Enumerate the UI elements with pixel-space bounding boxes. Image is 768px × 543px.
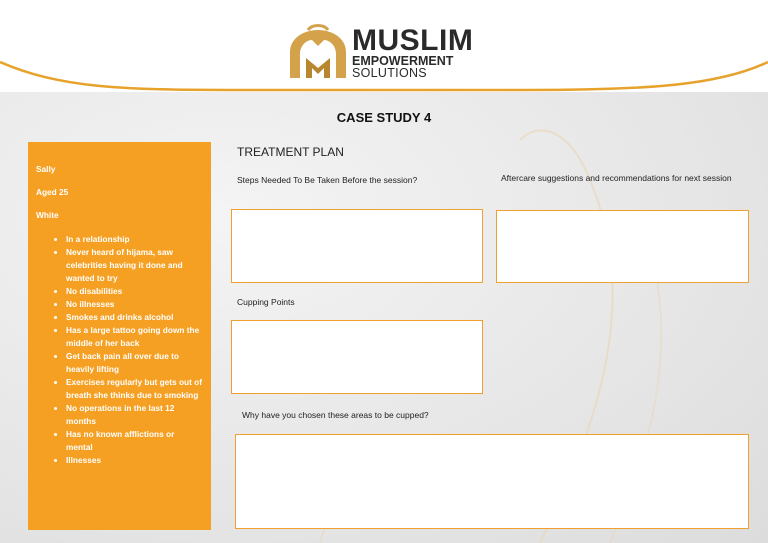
why-chosen-label: Why have you chosen these areas to be cupped?: [242, 410, 429, 420]
list-item: • Get back pain all over due to heavily lifting: [66, 350, 203, 376]
list-item: • Exercises regularly but gets out of breath she thinks due to smoking: [66, 376, 203, 402]
treatment-plan-title: TREATMENT PLAN: [237, 145, 344, 159]
list-item: • No disabilities: [66, 285, 203, 298]
why-chosen-textbox[interactable]: [235, 434, 749, 529]
client-profile-panel: [28, 142, 211, 530]
list-item: • No operations in the last 12 months: [66, 402, 203, 428]
list-item: • Smokes and drinks alcohol: [66, 311, 203, 324]
steps-textbox[interactable]: [231, 209, 483, 283]
client-details-list: [36, 233, 203, 467]
aftercare-textbox[interactable]: [496, 210, 749, 283]
client-age: Aged 25: [36, 187, 69, 197]
list-item: • In a relationship: [66, 233, 203, 246]
cupping-points-textbox[interactable]: [231, 320, 483, 394]
aftercare-label: Aftercare suggestions and recommendations for next session: [501, 173, 732, 183]
logo-subtitle-solutions: SOLUTIONS: [352, 66, 427, 80]
list-item: • No illnesses: [66, 298, 203, 311]
list-item: • Never heard of hijama, saw celebrities having it done and wanted to try: [66, 246, 203, 285]
list-item: • Has a large tattoo going down the middle of her back: [66, 324, 203, 350]
list-item: • Illnesses: [66, 454, 203, 467]
case-study-title: CASE STUDY 4: [336, 110, 432, 125]
client-ethnicity: White: [36, 210, 59, 220]
logo-title: MUSLIM: [352, 24, 474, 57]
cupping-points-label: Cupping Points: [237, 297, 295, 307]
steps-label: Steps Needed To Be Taken Before the session?: [237, 175, 418, 185]
client-name: Sally: [36, 164, 56, 174]
list-item: • Has no known afflictions or mental: [66, 428, 203, 454]
logo-subtitle-empowerment: EMPOWERMENT: [352, 54, 454, 68]
